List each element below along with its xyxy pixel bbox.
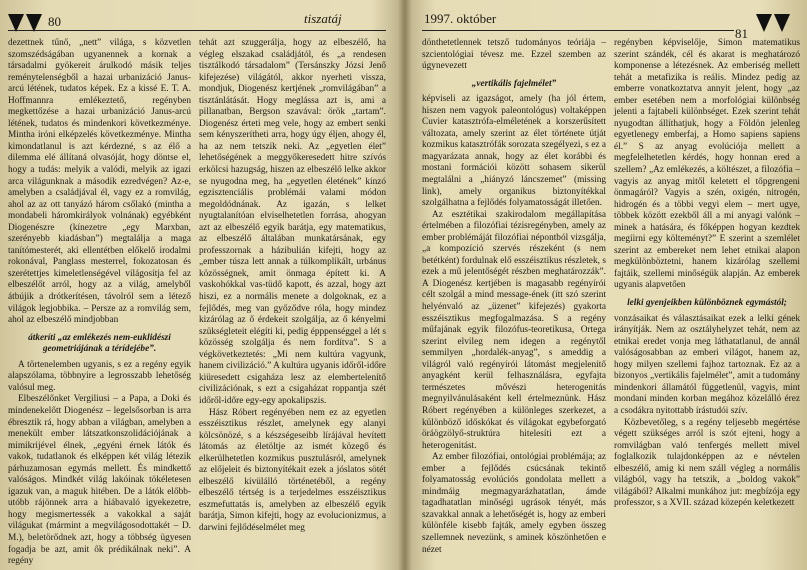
- paragraph: vonzásaikat és választásaikat ezek a lelki gének irányítják. Nem az osztályhelyzet tehát, nem az etnikai eredet vonja meg láthatatlanul, de annál valóságosabban az emberi világot, hanem az, hogy milyen szellemi fajhoz tartoznak. Ez az a bizonyos „vertikális fajelmélet”, amit a tudomány mindenkori államától függetlenül, vagyis, mint mondani minden korban megához közelálló érez a csodákra nyitottabb írástudói szív.: [614, 313, 800, 416]
- section-heading: átkeríti „az emlékezés nem-euklidészi geometriájának a térídejébe”.: [28, 332, 171, 355]
- paragraph: képviseli az igazságot, amely (ha jól értem, hiszen nem vagyok paleontológus) voltaképpen Cuvier katasztrófa-elméletének a korszerűsített változata, amely szerint az élet története útját kozmikus katasztrófák sorozata szegélyezi, s ez a magyarázata annak, hogy az élet korábbi és mostani formációi között sohasem sikerül megtalálni a „hiányzó láncszemet” (missing link), amely organikus biztonyítékkal szolgálhatna a fejlődés folyamatosságát illetően.: [422, 94, 606, 209]
- paragraph: Az esztétikai szakirodalom megállapítása értelmében a filozófiai tézisregényben, amely az ember problémáját filozófiai népontból vizsgálja, „a kompozíció szervés részeként (s nem betétként) fordulnak elő esszéisztikus részletek, s ezek a mű jelentőségét részben meghatározzák”. A Diogenész kertjében is magasabb regényírói célt szolgál a mind message-ének (ítt szó szerint helyénvaló az „üzenet” kifejezés) gyakorta esszéisztikus megfogalmazása. S a regény műfajának egyik filozófus-teoretikusa, Ortega szerint elvileg nem idegen a regénytől semmilyen „hordalék-anyag”, s ameddig a világról való regényírói látomást megjelenítő anyagként kerül felhasználásra, egyfajta természetes mővészi heterogenitás megnyilvánulásaként kell értelmeznünk. Hász Róbert regényében a különleges szerkezet, a különböző időskókat és világokat egybeforgató öráögzölyő-struktúra hitelesíti ezt a heterogenitást.: [422, 209, 606, 451]
- paragraph: A törtenelemben ugyanis, s ez a regény egyik alapszólama, többnyire a legrosszabb lehetőség valósul meg.: [8, 359, 191, 393]
- journal-logo-icon-right: [756, 14, 790, 32]
- right-page-column-2: [614, 38, 800, 510]
- issue-date: 1997. október: [424, 11, 497, 26]
- paragraph: Közbevetőleg, s a regény teljesebb megértése végett szükséges arról is szót ejteni, hogy a romvilágban való tenfergés mellett mivel foglalkozik tulajdonképpen az e névtelen elbeszélő, amig ki nem száll végleg a normális világból, vagy ha tetszik, a „boldog vakok” világából? Alkalmi munkához jut: megbízója egy professzor, s a XVII. század közepén keletkezett: [614, 417, 800, 509]
- header-rule: [8, 30, 386, 31]
- section-heading: lelki gyenjeikben különböznek egymástól;: [627, 298, 787, 309]
- paragraph: tehát azt szuggerálja, hogy az elbeszélő, ha végleg elszakad családjától, és „a rendesen tisztálkodó társadalom” (Tersánszky Józsi Jenő kifejezése) világától, akkor nyerheti vissza, mondjuk, Diogenész kertjének „romvilágában” a tisztánlátását. Hogy meglássa azt is, ami a pillanatban, Bergson szavával: örök „tartam”. Diogenész érteti meg vele, hogy az embert senki sem kényszerítheti arra, hogy úgy éljen, ahogy él, ha az nem tetszik neki. Az „egyetlen élet” lehetőségének a meggyőkeresedett hitre szívós erkölcsi hazugság, hiszen az elbeszélő lelke akkor se nyugodna meg, ha „egyetlen életének” kínzó egzisztenciális problémái valami módon megoldódnának. Az igazán, s lelket nyugtalanítóan elviselhetetlen forrása, ahogyan azt az elbeszélő egyik barátja, egy matematikus, az elbeszélő általában munkatársának, egy professzornak a házibulián kifejti, hogy az „ember túsza lett annak a túlkomplikált, urbánus közösségnek, amit önmaga épített ki. A vaskohókkal vas-tüdő kapott, és azzal, hogy azt hiszi, ez a normális menete a dolgoknak, ez a fejlődés, meg van győződve róla, hogy mindez kizárólag az ő érdekeit szolgálja, az ő kényelmi szükségleteit elégíti ki, pedig épppenséggel a lét s közösség szolgálja és nem fordítva”. S a végkövetkeztetés: „Mi nem kultúra vagyunk, hanem civilizáció.” A kultúra ugyanis időről-időre kiüresedett csigaháza lesz az elembertelenítő civilizációnak, s ezt a csigaházat roppantja szét időről-időre egy-egy apokalipszis.: [199, 38, 386, 406]
- paragraph: Az ember filozófiai, ontológiai problémája; az ember a fejlődés csúcsának tekintő folyamatosság evolúciós gondolata mellett a mindmáig megmagyarázhatatlan, ámde tagadhatatlan minőségi ugrások tényét, más szavakkal annak a lehetőségét is, hogy az emberi különféle kisebb fajták, amely egyben összeg szellemnek nevezünk, s aminek köszönhetően e nézet: [422, 452, 606, 555]
- left-page-number: 80: [48, 14, 61, 29]
- paragraph: regényben képviselője, Simon matematikus szerint szándék, cél és akarat is meghatározó komponense a létezésnek. Az emberiség mellett tehát a metafizika is reális. Mindez pedig az emberre vonatkoztatva annyit jelent, hogy „az ember esetében nem a morfológiai különbség jelenti a fajtabeli különbséget. Ezek szerint tehát nyugodtan állíthatjuk, hogy a Földön jelenleg egyetlenegy emberfaj, a Homo sapiens sapiens él.” S az anyag evolúciója mellett a megfelelhetetlen kérdés, hogy honnan ered a szellem? „Az emlékezés, a költészet, a filozófia – vagyis az anyag mitől keletett el tőpgrengeni önmagáról? Vagyis a szén, oxigén, nitrogén, hidrogén és a többi vegyi elem – mert ugye, többek között ezekből áll a mi anyagi valónk – minek a hatására, és főképpen hogyan kezdtek megíirni egy költeményt?” E szerint a szemlélet szerint az embereket nem lehet etnikai alapon megkülönböztetni, hanem kizárólag szellemi fajtáik, szellemi minőségük alapján. Az emberek ugyanis alapvetően: [614, 38, 800, 291]
- paragraph: dezettnek tűnő, „nett” világa, s közvetlen szomszédságában ugyanennek a kornak a társadalmi gyökereit árulkodó másik teljes reménytelenségből a hazai urbanizáció Janus-arcú létének, tudatos képek. Ez a kissé E. T. A. Hoffmannra emlékeztető, regényben megkettőzése a hazai urbanizáció Janus-arcú létének, tudatos és mindenkori következménye. Mintha iróni elképzelés következménye. Mintha kimondatlanul is azt kérdezné, s az élő a dilemma elé állítaná olvasóját, hogy döntse el, hogy a tudás: melyik a valódi, melyik az igazi arca világunknak a második ezredvégen? Az-e, amelyben a családjával él, vagy ez a romvilág, ahol az az ott tanyázó három csőlakó (mintha a mondabeli háromkirályok volnának) egyébként Diogenészre (kínezetre „egy Marxban, szerényebb kiadásban”) megtalálja a maga tanítómesterét, aki ellentétben előkelő irodalmi rokonával, Panglass mesterrel, fokozatosan és szerétettjes kimeletlenségével világosítja fel az elbeszélőt arról, hogy az a világ, amelyből átbújik a drótkerítésen, távolról sem a létező világok legjobbika. – Persze az a romvilág sem, ahol az elbeszélő mindjobban: [8, 38, 191, 326]
- section-heading: „vertikális fajelmélet”: [471, 78, 557, 89]
- paragraph: Hász Róbert regényében nem ez az egyetlen esszéisztikus részlet, amelynek egy alanyi kölcsönözé, s a készségeseibb lírájával hevített látomás az életöltje az ismét közegő és elkerülhetetlen kozmikus pusztulásról, amelynek az előjeleit és biztonyítékait ezek a jóslatos sötét elbeszélő kívülálló történetéből, a regény elbeszélő tértség is a terjedelmes esszéisztikus eszmefuttatás is, amelyben az elbeszélő egyik barátja, Simon kifejti, hogy az evolucionizmus, a darwini fejlődéselmélet meg: [199, 407, 386, 533]
- paragraph: Elbeszélőnket Vergiliusi – a Papa, a Doki és mindenekelőtt Diogenész – legelsősorban is arra ébresztik rá, hogy abban a világban, amelyben a menekült ember látszatkonszolidációjának a mimikrijével élnek, „egyéni érnek látók és vakok, tudatlanok és elképpen két világ létezik párhuzamosan egymás mellett. És mindkettő valóságos. Mindkét világ lakóinak tökéletesen igazuk van, a maguk hitében. De a látók előbb-utóbb rájönnek arra a hiábavaló igyekezetre, hogy megismertessék a vakokkal a saját világukat (mármint a megvilágosodottakét – D. M.), beletörődnek azt, hogy a többség ügyesen fogadja be azt, amit ők prédikálnak neki”. A regény: [8, 394, 191, 567]
- running-title: tiszatáj: [304, 11, 342, 26]
- paragraph: dönthetetlennek tetsző tudományos teóriája – szcientológiai tévesz me. Ezzel szemben az úgynevezett: [422, 38, 606, 72]
- left-page-column-2: [199, 38, 386, 535]
- right-page-column-1: [422, 38, 606, 556]
- right-page: [404, 0, 807, 570]
- left-page-column-1: [8, 38, 191, 568]
- header-rule-right: [422, 30, 734, 31]
- right-page-number: 81: [735, 26, 748, 41]
